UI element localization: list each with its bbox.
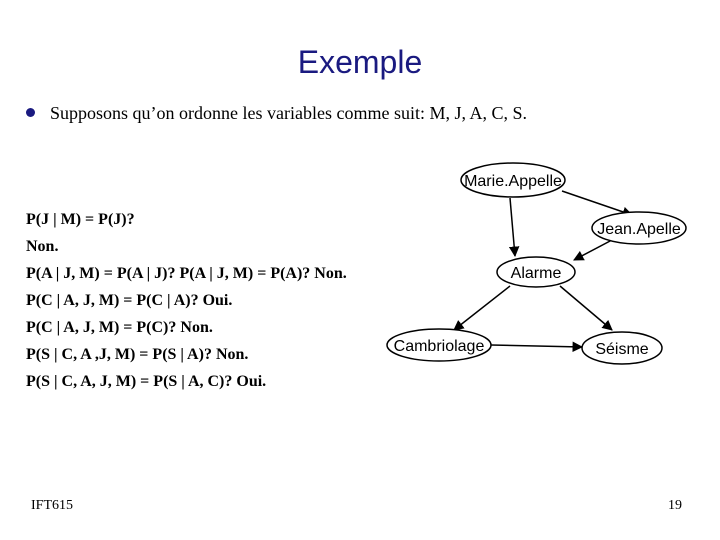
node-label-jean: Jean.Apelle	[597, 221, 681, 238]
node-seisme	[582, 332, 662, 364]
equation-answer: Oui.	[232, 373, 267, 390]
node-label-marie: Marie.Appelle	[464, 173, 562, 190]
node-alarme	[497, 257, 575, 287]
node-label-cambriolage: Cambriolage	[393, 338, 485, 355]
edge-alarme-seisme	[560, 286, 612, 330]
node-cambriolage	[387, 329, 491, 361]
node-label-alarme: Alarme	[510, 265, 562, 282]
equation-expr: P(S | C, A, J, M) = P(S | A, C)?	[26, 373, 233, 390]
equation-expr: P(S | C, A ,J, M) = P(S | A)?	[26, 346, 212, 363]
equation-answer: Non.	[310, 265, 347, 282]
node-label-seisme: Séisme	[595, 341, 649, 358]
equation-expr: P(C | A, J, M) = P(C)?	[26, 319, 177, 336]
equation-answer: Oui.	[198, 292, 233, 309]
equation-answer: Non.	[26, 238, 59, 255]
equation-expr: P(A | J, M) = P(A | J)? P(A | J, M) = P(A)?	[26, 265, 311, 282]
page-number: 19	[668, 498, 682, 513]
footer-course-code: IFT615	[31, 498, 73, 513]
edge-cambriolage-seisme	[491, 345, 582, 347]
edge-marie-jean	[562, 191, 632, 215]
node-jean	[592, 212, 686, 244]
equation-expr: P(J | M) = P(J)?	[26, 211, 135, 228]
equation-expr: P(C | A, J, M) = P(C | A)?	[26, 292, 199, 309]
slide-title: Exemple	[297, 44, 423, 80]
node-marie	[461, 163, 565, 197]
edge-jean-alarme	[574, 240, 612, 260]
edge-alarme-cambriolage	[454, 286, 510, 330]
equation-answer: Non.	[176, 319, 213, 336]
bullet-text: Supposons qu’on ordonne les variables comme suit: M, J, A, C, S.	[50, 103, 527, 123]
equation-answer: Non.	[211, 346, 249, 363]
edge-marie-alarme	[510, 198, 515, 256]
